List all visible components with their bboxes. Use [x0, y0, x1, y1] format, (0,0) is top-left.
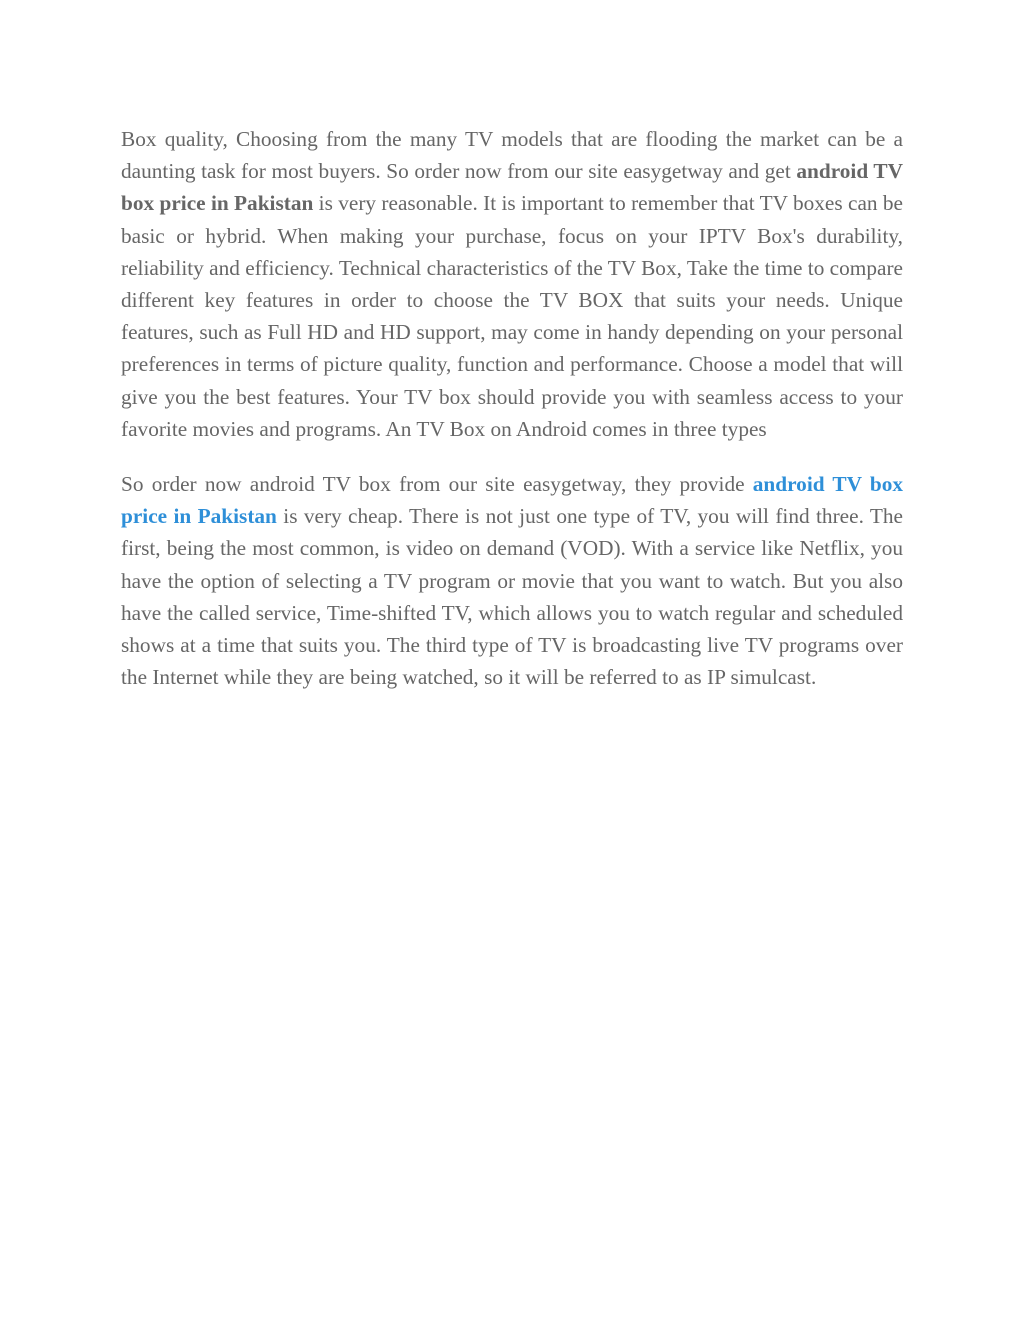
document-body: [121, 123, 903, 693]
keyword-bold: android TV box price in Pakistan: [121, 159, 903, 216]
paragraph-1-text-before: Box quality, Choosing from the many TV models that are flooding the market can be a daunting task for most buyers. So order now from our site easygetway and get: [121, 127, 903, 184]
keyword-link[interactable]: android TV box price in Pakistan: [121, 472, 903, 529]
paragraph-2-text-after: is very cheap. There is not just one type of TV, you will find three. The first, being the most common, is video on demand (VOD). With a service like Netflix, you have the option of selecting a TV program or movie that you want to watch. But you also have the called service, Time-shifted TV, which allows you to watch regular and scheduled shows at a time that suits you. The third type of TV is broadcasting live TV programs over the Internet while they are being watched, so it will be referred to as IP simulcast.: [121, 504, 903, 690]
paragraph-1-text-after: is very reasonable. It is important to remember that TV boxes can be basic or hybrid. When making your purchase, focus on your IPTV Box's durability, reliability and efficiency. Technical characteristics of the TV Box, Take the time to compare different key features in order to choose the TV BOX that suits your needs. Unique features, such as Full HD and HD support, may come in handy depending on your personal preferences in terms of picture quality, function and performance. Choose a model that will give you the best features. Your TV box should provide you with seamless access to your favorite movies and programs. An TV Box on Android comes in three types: [121, 191, 903, 441]
paragraph-2: [121, 468, 903, 693]
paragraph-2-text-before: So order now android TV box from our site easygetway, they provide: [121, 472, 753, 497]
paragraph-1: [121, 123, 903, 445]
